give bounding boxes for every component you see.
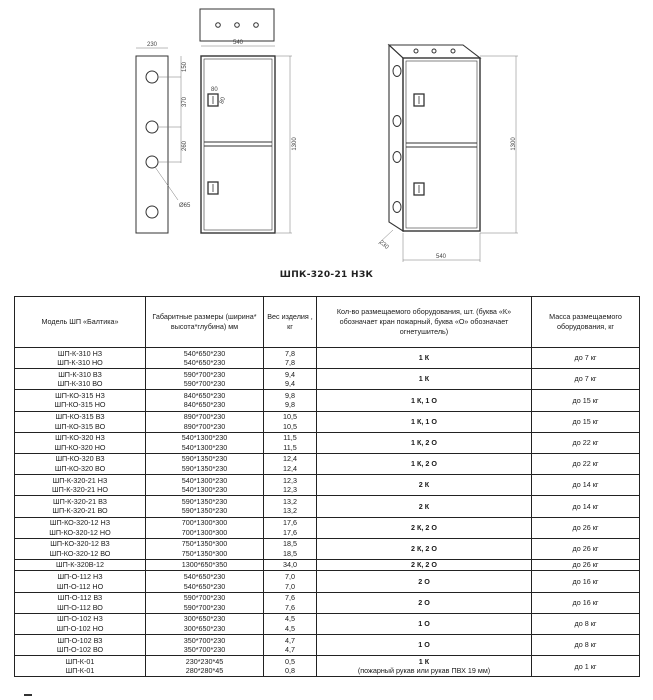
cell-dimensions-value: 590*1350*230 xyxy=(181,464,228,474)
table-row xyxy=(15,517,640,538)
dim-label: 260 xyxy=(182,140,188,152)
cell-weight-value: 17,6 xyxy=(283,527,297,537)
cell-weight-value: 12,4 xyxy=(283,454,297,464)
table-row xyxy=(15,635,640,656)
iso-height-label: 1300 xyxy=(511,137,517,151)
cell-weight xyxy=(264,390,317,411)
cell-dimensions-value: 700*1300*300 xyxy=(181,518,228,527)
equipment-value: 2 К, 2 О xyxy=(411,543,437,553)
cell-equipment xyxy=(317,559,532,571)
cell-dimensions-value: 300*650*230 xyxy=(183,623,226,633)
equipment-value: 1 К, 1 О xyxy=(411,416,437,426)
cell-weight xyxy=(264,571,317,592)
table-row xyxy=(15,453,640,474)
table-row xyxy=(15,348,640,369)
iso-depth-label: 230 xyxy=(377,239,390,251)
cell-weight-value: 10,5 xyxy=(283,412,297,422)
lock-height-label: 80 xyxy=(219,96,228,105)
cell-weight-value: 7,0 xyxy=(285,571,295,581)
cell-model xyxy=(15,390,146,411)
cell-mass: до 8 кг xyxy=(532,635,640,656)
cell-dimensions-value: 540*1300*230 xyxy=(181,475,228,485)
cell-model xyxy=(15,571,146,592)
cell-weight-value: 4,5 xyxy=(285,614,295,624)
table-row xyxy=(15,496,640,517)
cell-dimensions xyxy=(146,613,264,634)
cell-dimensions-value: 540*1300*230 xyxy=(181,485,228,495)
header-weight: Вес изделия , кг xyxy=(264,297,317,348)
cell-dimensions-value: 750*1350*300 xyxy=(181,548,228,558)
cell-dimensions-value: 540*650*230 xyxy=(183,571,226,581)
cell-equipment xyxy=(317,496,532,517)
cell-weight-value: 13,2 xyxy=(283,496,297,506)
cell-dimensions xyxy=(146,432,264,453)
table-row xyxy=(15,571,640,592)
cell-model-value: ШП-К-320-21 ВО xyxy=(52,506,108,516)
cell-equipment xyxy=(317,571,532,592)
cell-dimensions-value: 350*700*230 xyxy=(183,635,226,645)
front-width-label: 540 xyxy=(232,40,244,46)
cell-model-value: ШП-КО-315 ВЗ xyxy=(55,412,105,422)
cell-dimensions xyxy=(146,411,264,432)
cell-mass: до 16 кг xyxy=(532,571,640,592)
cell-model xyxy=(15,475,146,496)
cell-weight-value: 4,7 xyxy=(285,645,295,655)
cell-weight-value: 7,6 xyxy=(285,593,295,603)
cell-equipment xyxy=(317,517,532,538)
cell-model-value: ШП-К-320-21 НЗ xyxy=(52,475,108,485)
cell-weight xyxy=(264,538,317,559)
table-row xyxy=(15,592,640,613)
cell-model xyxy=(15,538,146,559)
cell-mass: до 14 кг xyxy=(532,496,640,517)
cell-dimensions xyxy=(146,538,264,559)
cell-model-value: ШП-К-310 НЗ xyxy=(57,348,103,358)
spec-table xyxy=(14,296,640,677)
equipment-value: 2 К xyxy=(418,480,430,490)
cell-dimensions-value: 540*650*230 xyxy=(183,358,226,368)
cabinet-drawing xyxy=(0,0,653,260)
cell-weight-value: 9,4 xyxy=(285,379,295,389)
cell-dimensions-value: 590*1350*230 xyxy=(181,454,228,464)
cell-dimensions-value: 540*1300*230 xyxy=(181,433,228,443)
cell-dimensions-value: 890*700*230 xyxy=(183,412,226,422)
product-title: ШПК-320-21 НЗК xyxy=(279,270,374,280)
cell-dimensions-value: 590*1350*230 xyxy=(181,496,228,506)
equipment-value: 1 О xyxy=(418,619,430,629)
equipment-value: 1 К, 2 О xyxy=(411,438,437,448)
cell-weight xyxy=(264,635,317,656)
cell-model-value: ШП-О-112 ВЗ xyxy=(57,593,103,603)
cell-weight-value: 10,5 xyxy=(283,421,297,431)
cell-weight xyxy=(264,559,317,571)
cell-equipment xyxy=(317,390,532,411)
cell-model-value: ШП-К-01 xyxy=(65,666,95,676)
cell-weight xyxy=(264,453,317,474)
cell-weight xyxy=(264,348,317,369)
cell-dimensions-value: 280*280*45 xyxy=(185,666,224,676)
cell-dimensions xyxy=(146,496,264,517)
equipment-value: 1 К, 2 О xyxy=(411,459,437,469)
cell-model xyxy=(15,432,146,453)
cell-dimensions-value: 590*1350*230 xyxy=(181,506,228,516)
cell-weight-value: 12,3 xyxy=(283,475,297,485)
cell-dimensions xyxy=(146,390,264,411)
cell-weight-value: 9,8 xyxy=(285,390,295,400)
cell-model-value: ШП-КО-320-12 НЗ xyxy=(49,518,111,527)
cabinet-drawing-svg xyxy=(0,0,653,260)
cell-weight xyxy=(264,613,317,634)
equipment-value: 2 К xyxy=(418,501,430,511)
cell-model-value: ШП-К-310 НО xyxy=(57,358,103,368)
cell-model xyxy=(15,656,146,677)
cell-weight xyxy=(264,475,317,496)
cell-dimensions-value: 300*650*230 xyxy=(183,614,226,624)
cell-weight-value: 17,6 xyxy=(283,518,297,527)
front-view xyxy=(201,56,275,233)
cell-dimensions-value: 1300*650*350 xyxy=(181,560,228,570)
cell-weight xyxy=(264,656,317,677)
cell-dimensions xyxy=(146,348,264,369)
cell-model-value: ШП-КО-320 НЗ xyxy=(55,433,105,443)
dim-label: 370 xyxy=(182,96,188,108)
cell-dimensions-value: 540*650*230 xyxy=(183,348,226,358)
side-width-label: 230 xyxy=(146,42,158,48)
cell-model xyxy=(15,517,146,538)
table-header-row xyxy=(15,297,640,348)
header-mass: Масса размещаемого оборудования, кг xyxy=(532,297,640,348)
cell-weight-value: 11,5 xyxy=(283,433,297,443)
cell-weight-value: 9,8 xyxy=(285,400,295,410)
equipment-value: 2 О xyxy=(418,597,430,607)
cell-mass: до 22 кг xyxy=(532,453,640,474)
cell-model-value: ШП-КО-320-12 НО xyxy=(49,527,111,537)
cell-equipment xyxy=(317,411,532,432)
cell-dimensions-value: 590*700*230 xyxy=(183,602,226,612)
table-row xyxy=(15,559,640,571)
cell-model-value: ШП-КО-320-12 ВО xyxy=(49,548,111,558)
cell-weight-value: 7,8 xyxy=(285,358,295,368)
cell-dimensions xyxy=(146,453,264,474)
cell-model-value: ШП-КО-320 ВО xyxy=(54,464,106,474)
cell-weight-value: 7,6 xyxy=(285,602,295,612)
cell-dimensions-value: 590*700*230 xyxy=(183,379,226,389)
cell-equipment xyxy=(317,348,532,369)
hole-diameter-label: Ø65 xyxy=(179,203,191,209)
cell-weight-value: 0,5 xyxy=(285,656,295,666)
front-height-label: 1300 xyxy=(292,137,298,151)
iso-width-label: 540 xyxy=(435,254,447,260)
equipment-value: 1 К xyxy=(418,656,430,666)
cell-model xyxy=(15,592,146,613)
cell-weight-value: 12,4 xyxy=(283,464,297,474)
cell-dimensions-value: 590*700*230 xyxy=(183,369,226,379)
cell-dimensions-value: 700*1300*300 xyxy=(181,527,228,537)
cell-equipment xyxy=(317,635,532,656)
footnote-mark xyxy=(24,694,32,696)
cell-equipment xyxy=(317,453,532,474)
equipment-value: 2 К, 2 О xyxy=(411,560,437,570)
cell-weight xyxy=(264,411,317,432)
cell-mass: до 26 кг xyxy=(532,517,640,538)
cell-model-value: ШП-КО-320 ВЗ xyxy=(55,454,105,464)
cell-weight xyxy=(264,592,317,613)
cell-dimensions xyxy=(146,559,264,571)
cell-dimensions xyxy=(146,369,264,390)
cell-mass: до 15 кг xyxy=(532,390,640,411)
equipment-value: 1 О xyxy=(418,640,430,650)
cell-weight xyxy=(264,432,317,453)
cell-weight-value: 0,8 xyxy=(285,666,295,676)
cell-model xyxy=(15,453,146,474)
cell-dimensions-value: 540*650*230 xyxy=(183,581,226,591)
table-row xyxy=(15,538,640,559)
cell-weight-value: 4,7 xyxy=(285,635,295,645)
cell-model xyxy=(15,613,146,634)
table-row xyxy=(15,369,640,390)
cell-mass: до 22 кг xyxy=(532,432,640,453)
top-view xyxy=(200,9,274,41)
cell-model-value: ШП-К-310 ВЗ xyxy=(58,369,102,379)
cell-model-value: ШП-О-112 ВО xyxy=(57,602,103,612)
cell-weight-value: 7,8 xyxy=(285,348,295,358)
cell-weight-value: 18,5 xyxy=(283,539,297,549)
table-row xyxy=(15,390,640,411)
cell-model-value: ШП-О-102 НЗ xyxy=(57,614,103,624)
cell-dimensions xyxy=(146,656,264,677)
cell-model xyxy=(15,559,146,571)
header-dimensions: Габаритные размеры (ширина* высота*глубина) мм xyxy=(146,297,264,348)
cell-weight-value: 9,4 xyxy=(285,369,295,379)
cell-dimensions-value: 840*650*230 xyxy=(183,390,226,400)
iso-front xyxy=(403,58,480,231)
cell-dimensions-value: 840*650*230 xyxy=(183,400,226,410)
header-model: Модель ШП «Балтика» xyxy=(15,297,146,348)
cell-equipment xyxy=(317,656,532,677)
cell-model-value: ШП-О-102 НО xyxy=(56,623,104,633)
cell-dimensions xyxy=(146,571,264,592)
cell-mass: до 14 кг xyxy=(532,475,640,496)
cell-weight-value: 13,2 xyxy=(283,506,297,516)
cell-weight-value: 18,5 xyxy=(283,548,297,558)
cell-weight-value: 4,5 xyxy=(285,623,295,633)
cell-weight-value: 7,0 xyxy=(285,581,295,591)
table-row xyxy=(15,475,640,496)
cell-model-value: ШП-КО-315 НО xyxy=(54,400,106,410)
cell-weight xyxy=(264,517,317,538)
cell-model-value: ШП-К-310 ВО xyxy=(57,379,103,389)
cell-model xyxy=(15,411,146,432)
table-row xyxy=(15,432,640,453)
cell-equipment xyxy=(317,369,532,390)
cell-model-value: ШП-КО-320-12 ВЗ xyxy=(50,539,110,549)
cell-mass: до 26 кг xyxy=(532,559,640,571)
cell-model xyxy=(15,635,146,656)
cell-dimensions xyxy=(146,592,264,613)
cell-mass: до 15 кг xyxy=(532,411,640,432)
cell-weight xyxy=(264,496,317,517)
lock-width-label: 80 xyxy=(211,87,218,93)
cell-mass: до 1 кг xyxy=(532,656,640,677)
cell-model xyxy=(15,496,146,517)
cell-weight xyxy=(264,369,317,390)
cell-model-value: ШП-К-01 xyxy=(65,656,95,666)
cell-mass: до 7 кг xyxy=(532,348,640,369)
cell-model-value: ШП-О-112 НЗ xyxy=(57,571,103,581)
cell-equipment xyxy=(317,538,532,559)
cell-weight-value: 12,3 xyxy=(283,485,297,495)
equipment-value: 1 К, 1 О xyxy=(411,395,437,405)
cell-equipment xyxy=(317,613,532,634)
header-equipment: Кол-во размещаемого оборудования, шт. (буква «К» обозначает кран пожарный, буква «О» обозначает огнетушитель) xyxy=(317,297,532,348)
cell-dimensions-value: 350*700*230 xyxy=(183,645,226,655)
cell-dimensions-value: 750*1350*300 xyxy=(181,539,228,549)
cell-model-value: ШП-КО-320 НО xyxy=(54,442,106,452)
cell-model-value: ШП-КО-315 ВО xyxy=(54,421,106,431)
cell-mass: до 7 кг xyxy=(532,369,640,390)
cell-equipment xyxy=(317,592,532,613)
cell-weight-value: 11,5 xyxy=(283,442,297,452)
table-row xyxy=(15,411,640,432)
cell-equipment xyxy=(317,475,532,496)
equipment-value: 2 О xyxy=(418,576,430,586)
equipment-value: 1 К xyxy=(418,353,430,363)
cell-weight-value: 34,0 xyxy=(283,560,297,570)
cell-dimensions-value: 540*1300*230 xyxy=(181,442,228,452)
cell-dimensions xyxy=(146,635,264,656)
cell-dimensions xyxy=(146,517,264,538)
cell-model xyxy=(15,348,146,369)
table-row xyxy=(15,656,640,677)
cell-model-value: ШП-О-112 НО xyxy=(56,581,104,591)
cell-equipment xyxy=(317,432,532,453)
cell-mass: до 16 кг xyxy=(532,592,640,613)
table-body xyxy=(15,348,640,677)
cell-dimensions-value: 890*700*230 xyxy=(183,421,226,431)
equipment-note: (пожарный рукав или рукав ПВХ 19 мм) xyxy=(357,666,491,676)
cell-dimensions-value: 590*700*230 xyxy=(183,593,226,603)
cell-model xyxy=(15,369,146,390)
dim-label: 150 xyxy=(182,61,188,73)
cell-model-value: ШП-О-102 ВЗ xyxy=(57,635,103,645)
cell-mass: до 26 кг xyxy=(532,538,640,559)
cell-model-value: ШП-К-320В-12 xyxy=(56,560,104,570)
cell-model-value: ШП-КО-315 НЗ xyxy=(55,390,105,400)
cell-mass: до 8 кг xyxy=(532,613,640,634)
cell-dimensions-value: 230*230*45 xyxy=(185,656,224,666)
cell-model-value: ШП-К-320-21 ВЗ xyxy=(52,496,107,506)
equipment-value: 2 К, 2 О xyxy=(411,522,437,532)
table-row xyxy=(15,613,640,634)
cell-model-value: ШП-К-320-21 НО xyxy=(52,485,108,495)
equipment-value: 1 К xyxy=(418,374,430,384)
cell-model-value: ШП-О-102 ВО xyxy=(56,645,104,655)
cell-dimensions xyxy=(146,475,264,496)
